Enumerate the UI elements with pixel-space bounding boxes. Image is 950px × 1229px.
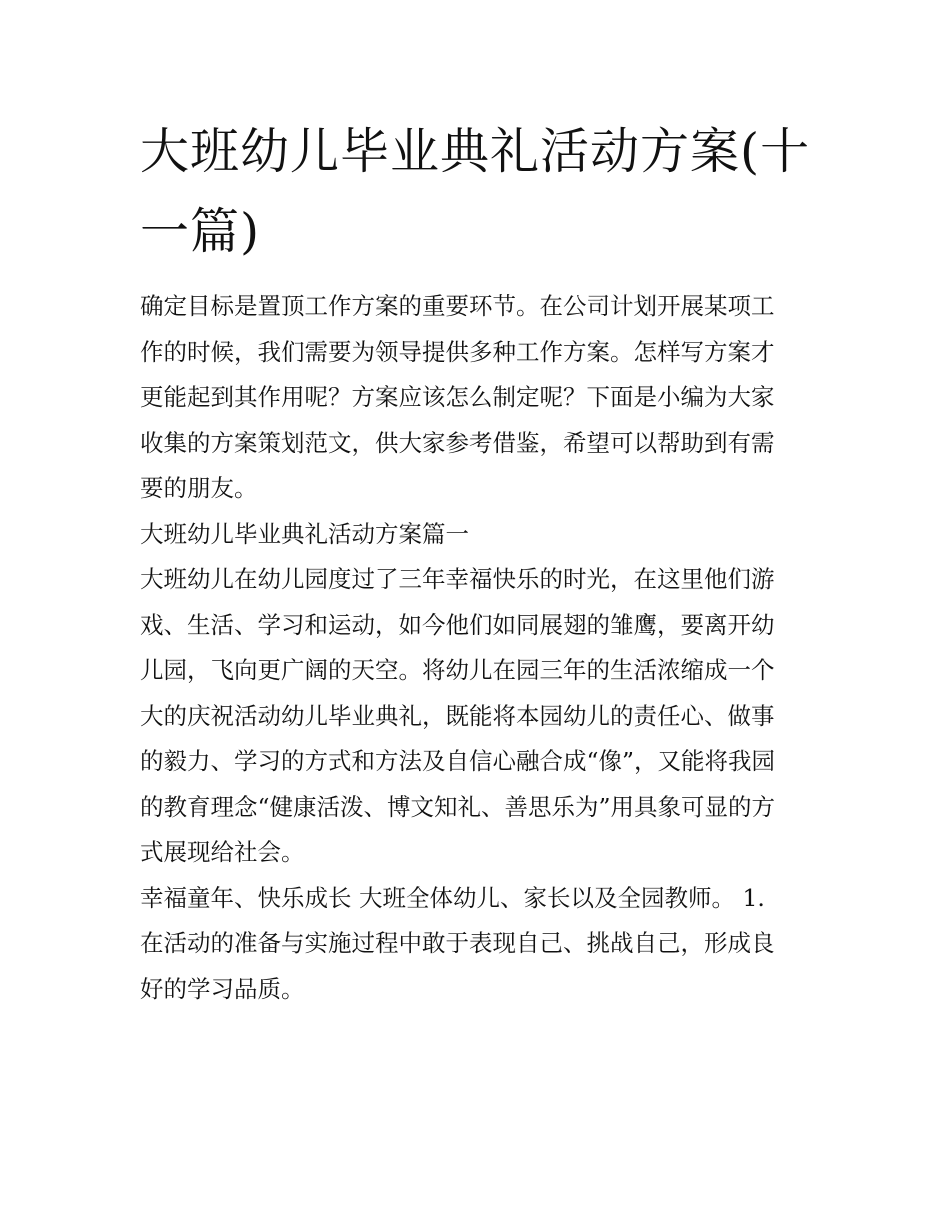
section-heading xyxy=(140,512,815,558)
text-line: 确定目标是置顶工作方案的重要环节。在公司计划开展某项工 xyxy=(140,292,775,320)
text-line: 的教育理念“健康活泼、博文知礼、善思乐为”用具象可显的方 xyxy=(140,792,776,821)
text-line: 幸福童年、快乐成长 大班全体幼儿、家长以及全园教师。 1. xyxy=(140,883,765,912)
document-title xyxy=(140,112,815,272)
title-line: 大班幼儿毕业典礼活动方案(十 xyxy=(140,123,811,180)
body-paragraph xyxy=(140,876,815,1013)
text-line: 式展现给社会。 xyxy=(140,838,305,866)
text-line: 儿园，飞向更广阔的天空。将幼儿在园三年的生活浓缩成一个 xyxy=(140,656,775,684)
text-line: 的毅力、学习的方式和方法及自信心融合成“像”，又能将我园 xyxy=(140,747,776,775)
text-line: 大的庆祝活动幼儿毕业典礼，既能将本园幼儿的责任心、做事 xyxy=(140,701,775,730)
text-line: 作的时候，我们需要为领导提供多种工作方案。怎样写方案才 xyxy=(140,337,775,366)
body-paragraph xyxy=(140,557,815,876)
intro-paragraph xyxy=(140,284,815,512)
text-line: 戏、生活、学习和运动，如今他们如同展翅的雏鹰，要离开幼 xyxy=(140,610,775,639)
text-line: 大班幼儿在幼儿园度过了三年幸福快乐的时光，在这里他们游 xyxy=(140,565,775,593)
text-line: 好的学习品质。 xyxy=(140,974,305,1003)
title-line: 一篇) xyxy=(140,203,261,260)
text-line: 大班幼儿毕业典礼活动方案篇一 xyxy=(140,519,469,548)
text-line: 更能起到其作用呢？方案应该怎么制定呢？下面是小编为大家 xyxy=(140,383,775,411)
text-line: 在活动的准备与实施过程中敢于表现自己、挑战自己，形成良 xyxy=(140,929,775,957)
document-content xyxy=(140,112,815,1012)
text-line: 要的朋友。 xyxy=(140,474,258,502)
text-line: 收集的方案策划范文，供大家参考借鉴，希望可以帮助到有需 xyxy=(140,428,775,457)
document-body xyxy=(140,284,815,1012)
